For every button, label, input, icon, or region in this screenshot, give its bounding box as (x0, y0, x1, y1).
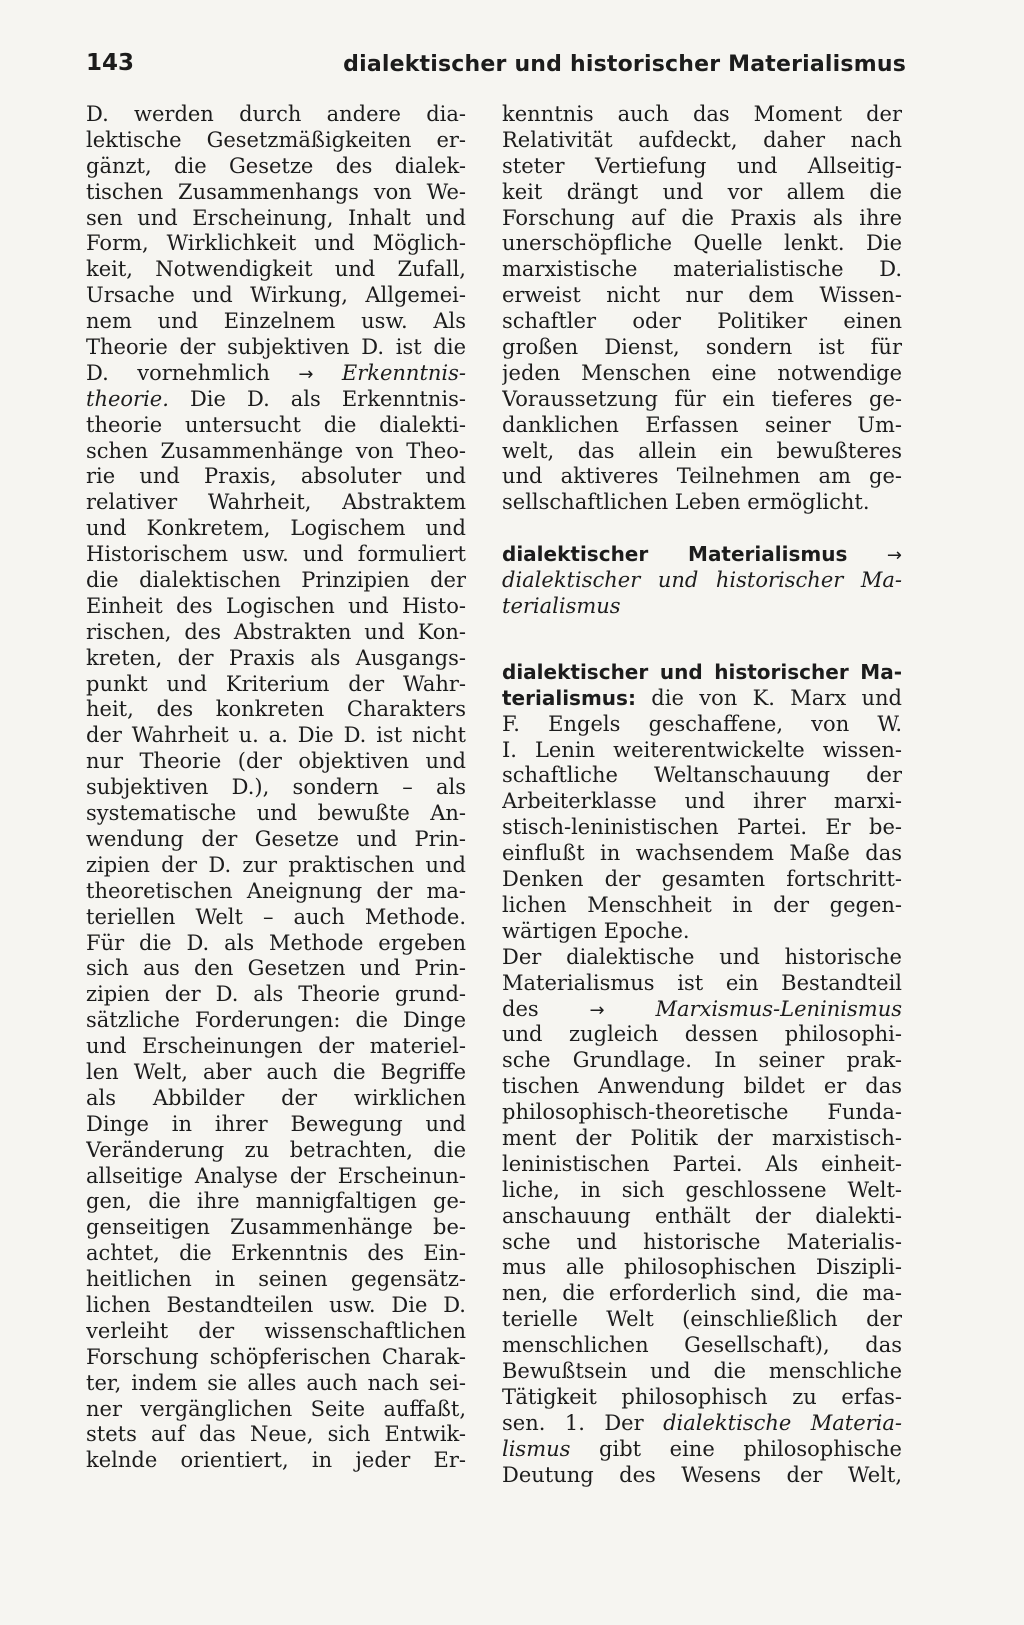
text-line: heitlichen in seinen gegensätz- (86, 1267, 466, 1292)
text-line: Forschung schöpferischen Charak- (86, 1344, 466, 1369)
text-line: Einheit des Logischen und Histo- (86, 593, 466, 618)
text-line: großen Dienst, sondern ist für (502, 335, 902, 360)
text-line: ter, indem sie alles auch nach sei- (86, 1370, 466, 1395)
text-line: Arbeiterklasse und ihrer marxi- (502, 789, 902, 814)
text-line: Forschung auf die Praxis als ihre (502, 205, 902, 230)
text-line: wärtigen Epoche. (502, 918, 690, 943)
cross-reference[interactable]: Marxismus-Leninismus (655, 996, 902, 1021)
text-line (502, 594, 902, 620)
text-line: I. Lenin weiterentwickelte wissen- (502, 737, 902, 762)
entry-headword: terialismus: (502, 685, 636, 710)
text-line: tischen Anwendung bildet er das (502, 1074, 902, 1099)
text-line: danklichen Erfassen seiner Um- (502, 412, 902, 437)
text-line: Form, Wirklichkeit und Möglich- (86, 231, 466, 256)
text-line: der Wahrheit u. a. Die D. ist nicht (86, 723, 466, 748)
text-line: nem und Einzelnem usw. Als (86, 309, 466, 334)
text-line: nen, die erforderlich sind, die ma- (502, 1281, 902, 1306)
text-line: als Abbilder der wirklichen (86, 1085, 466, 1110)
cross-reference[interactable]: Erkenntnis- (341, 360, 466, 385)
text-line: und Erscheinungen der materiel- (86, 1034, 466, 1059)
text-line: Historischem usw. und formuliert (86, 542, 466, 567)
text-line: liche, in sich geschlossene Welt- (502, 1177, 902, 1202)
text-line: und zugleich dessen philosophi- (502, 1022, 902, 1047)
text-line: anschauung enthält der dialekti- (502, 1203, 902, 1228)
text-line: lichen Bestandteilen usw. Die D. (86, 1292, 466, 1317)
text-line: Tätigkeit philosophisch zu erfas- (502, 1384, 902, 1409)
entry-headline (502, 542, 902, 568)
text-line: verleiht der wissenschaftlichen (86, 1318, 466, 1343)
text-fragment: Die D. als Erkenntnis- (189, 386, 466, 411)
page-header (86, 50, 906, 90)
cross-reference[interactable]: terialismus (502, 594, 621, 619)
text-line: sellschaftlichen Leben ermöglicht. (502, 490, 870, 515)
text-line: menschlichen Gesellschaft), das (502, 1333, 902, 1358)
text-line: stets auf das Neue, sich Entwik- (86, 1422, 466, 1447)
text-line (502, 568, 902, 594)
text-line: subjektiven D.), sondern – als (86, 775, 466, 800)
text-line: Bewußtsein und die menschliche (502, 1358, 902, 1383)
entry-spacer (502, 516, 902, 542)
entry-spacer (502, 620, 902, 660)
text-line: terielle Welt (einschließlich der (502, 1307, 902, 1332)
text-line: rischen, des Abstrakten und Kon- (86, 619, 466, 644)
text-line: ment der Politik der marxistisch- (502, 1125, 902, 1150)
text-line: leninistischen Partei. Als einheit- (502, 1151, 902, 1176)
text-line: kelnde orientiert, in jeder Er- (86, 1448, 466, 1473)
text-line: relativer Wahrheit, Abstraktem (86, 490, 466, 515)
text-line: ner vergänglichen Seite auffaßt, (86, 1396, 466, 1421)
text-line: punkt und Kriterium der Wahr- (86, 671, 466, 696)
text-line: kreten, der Praxis als Ausgangs- (86, 645, 466, 670)
text-line: Materialismus ist ein Bestandteil (502, 970, 902, 995)
entry-headword: dialektischer Materialismus (502, 542, 848, 567)
cross-reference-arrow-icon: → (886, 545, 902, 567)
text-line-with-ref (86, 387, 466, 413)
text-line: marxistische materialistische D. (502, 257, 902, 282)
text-line (502, 1411, 902, 1437)
left-column (86, 102, 466, 1474)
text-line: gen, die ihre mannigfaltigen ge- (86, 1189, 466, 1214)
text-line: mus alle philosophischen Diszipli- (502, 1255, 902, 1280)
text-line (502, 1437, 902, 1463)
text-line: systematische und bewußte An- (86, 801, 466, 826)
text-line: zipien der D. als Theorie grund- (86, 982, 466, 1007)
entry-dialektischer-und-historischer-materialismus (502, 660, 902, 1489)
text-line: tischen Zusammenhangs von We- (86, 179, 466, 204)
text-line: und aktiveres Teilnehmen am ge- (502, 464, 902, 489)
cross-reference[interactable]: theorie. (86, 386, 169, 411)
text-line: philosophisch-theoretische Funda- (502, 1100, 902, 1125)
text-line: wendung der Gesetze und Prin- (86, 826, 466, 851)
text-line: sätzliche Forderungen: die Dinge (86, 1008, 466, 1033)
right-column (502, 102, 902, 1488)
text-line: die dialektischen Prinzipien der (86, 568, 466, 593)
entry-headline (502, 660, 902, 686)
text-line-with-ref (502, 997, 902, 1023)
text-line: welt, das allein ein bewußteres (502, 438, 902, 463)
text-fragment: des (502, 996, 539, 1021)
text-line: erweist nicht nur dem Wissen- (502, 283, 902, 308)
text-line: schen Zusammenhänge von Theo- (86, 438, 466, 463)
text-line: Dinge in ihrer Bewegung und (86, 1111, 466, 1136)
page-number: 143 (86, 50, 135, 76)
text-line: sche und historische Materialis- (502, 1229, 902, 1254)
running-head: dialektischer und historischer Materialismus (343, 52, 906, 77)
text-line: rie und Praxis, absoluter und (86, 464, 466, 489)
text-line: Voraussetzung für ein tieferes ge- (502, 386, 902, 411)
text-line: Denken der gesamten fortschritt- (502, 867, 902, 892)
text-line: stisch-leninistischen Partei. Er be- (502, 815, 902, 840)
cross-reference[interactable]: dialektischer und historischer Ma- (502, 568, 902, 593)
text-line: nur Theorie (der objektiven und (86, 749, 466, 774)
text-line: sich aus den Gesetzen und Prin- (86, 956, 466, 981)
text-line: schaftler oder Politiker einen (502, 309, 902, 334)
text-line: Deutung des Wesens der Welt, (502, 1462, 902, 1487)
text-line: theorie untersucht die dialekti- (86, 412, 466, 437)
text-line: kenntnis auch das Moment der (502, 102, 902, 126)
text-line: allseitige Analyse der Erscheinun- (86, 1163, 466, 1188)
cross-reference-arrow-icon: → (589, 999, 605, 1021)
text-line: theoretischen Aneignung der ma- (86, 878, 466, 903)
text-line-with-ref (86, 361, 466, 387)
text-line: F. Engels geschaffene, von W. (502, 711, 902, 736)
emphasis: dialektische Materia- (663, 1410, 902, 1435)
text-line: teriellen Welt – auch Methode. (86, 904, 466, 929)
text-line: achtet, die Erkenntnis des Ein- (86, 1241, 466, 1266)
text-line: heit, des konkreten Charakters (86, 697, 466, 722)
text-line: lektische Gesetzmäßigkeiten er- (86, 127, 466, 152)
text-line: jeden Menschen eine notwendige (502, 360, 902, 385)
text-line: sche Grundlage. In seiner prak- (502, 1048, 902, 1073)
text-fragment: sen. 1. Der (502, 1410, 644, 1435)
text-fragment: D. vornehmlich (86, 360, 270, 385)
text-line: Veränderung zu betrachten, die (86, 1137, 466, 1162)
text-line: sen und Erscheinung, Inhalt und (86, 205, 466, 230)
text-line: unerschöpfliche Quelle lenkt. Die (502, 231, 902, 256)
text-line: steter Vertiefung und Allseitig- (502, 153, 902, 178)
emphasis: lismus (502, 1436, 571, 1461)
entry-headword: dialektischer und historischer Ma- (502, 659, 902, 684)
text-line: Der dialektische und historische (502, 944, 902, 969)
text-line: Relativität aufdeckt, daher nach (502, 127, 902, 152)
text-line: keit drängt und vor allem die (502, 179, 902, 204)
text-line (502, 686, 902, 712)
cross-reference-arrow-icon: → (298, 363, 314, 385)
text-line: gänzt, die Gesetze des dialek- (86, 153, 466, 178)
text-line: zipien der D. zur praktischen und (86, 852, 466, 877)
text-line: Theorie der subjektiven D. ist die (86, 335, 466, 360)
text-line: Ursache und Wirkung, Allgemei- (86, 283, 466, 308)
text-line: schaftliche Weltanschauung der (502, 763, 902, 788)
text-line: keit, Notwendigkeit und Zufall, (86, 257, 466, 282)
text-line: einflußt in wachsendem Maße das (502, 841, 902, 866)
text-line: lichen Menschheit in der gegen- (502, 892, 902, 917)
text-line: genseitigen Zusammenhänge be- (86, 1215, 466, 1240)
text-fragment: die von K. Marx und (651, 685, 902, 710)
text-fragment: gibt eine philosophische (599, 1436, 902, 1461)
text-line: len Welt, aber auch die Begriffe (86, 1059, 466, 1084)
text-line: Für die D. als Methode ergeben (86, 930, 466, 955)
entry-dialektischer-materialismus (502, 542, 902, 620)
text-line: und Konkretem, Logischem und (86, 516, 466, 541)
text-line: D. werden durch andere dia- (86, 102, 466, 126)
